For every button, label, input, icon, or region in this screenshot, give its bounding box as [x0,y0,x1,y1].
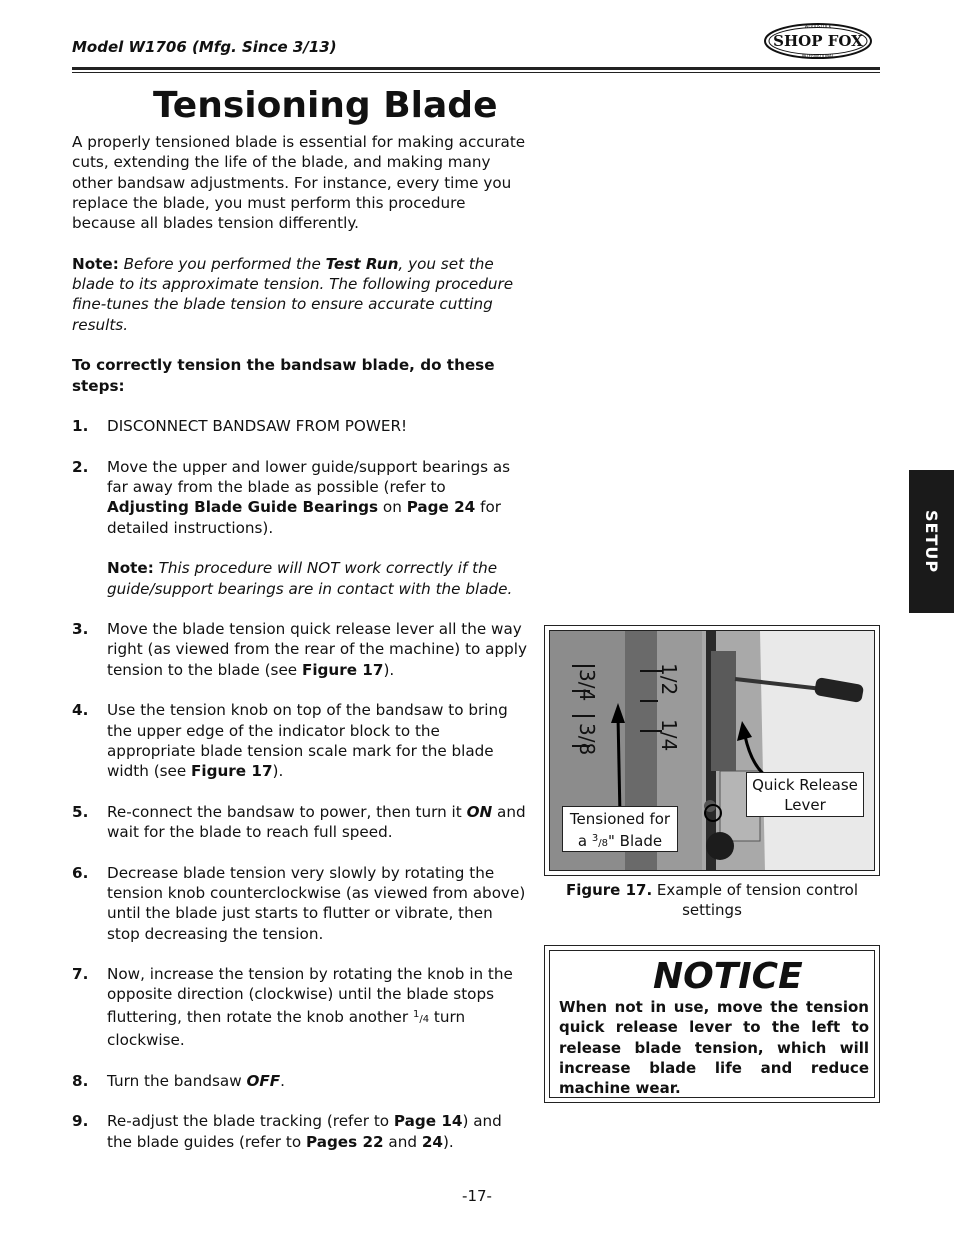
emphasis-off: OFF [246,1071,281,1090]
callout-quick-release-lever: Quick Release Lever [746,772,864,817]
text-run: Now, increase the tension by rotating the knob in the opposite direction (clockwise) until the blade stops fluttering, then rotate the knob another [107,965,513,1026]
step-body [107,457,527,599]
step-9 [72,1111,527,1152]
page-number: -17- [462,1187,492,1205]
step-7 [72,964,527,1050]
text-run: ) and the blade guides (refer to [107,1112,502,1151]
fraction-numerator: 1 [412,1008,420,1020]
step-4 [72,700,527,781]
main-column [72,132,527,1172]
svg-text:INTERNATIONAL: INTERNATIONAL [801,53,835,59]
step-text: DISCONNECT BANDSAW FROM POWER! [107,417,408,436]
text-run: turn clockwise. [107,1007,466,1050]
step-text [107,619,527,680]
text-run: Re-connect the bandsaw to power, then turn it [107,802,467,821]
scale-label-right-top: 1/2 [657,663,681,696]
note-label: Note: [72,254,119,273]
svg-text:WOODSTOCK: WOODSTOCK [804,24,832,29]
fraction-numerator: 3 [591,833,599,844]
step-6 [72,863,527,944]
text-run: and [383,1132,422,1151]
fraction-slash: / [419,1013,423,1025]
notice-text: When not in use, move the tension quick release lever to the left to release blade tension, which will increase blade life and reduce machine wear. [559,998,869,1098]
svg-text:SHOP FOX: SHOP FOX [773,32,863,50]
text-run: Use the tension knob on top of the bandsaw to bring the upper edge of the indicator block to the appropriate blade tension scale mark for the blade width (see [107,701,508,781]
scale-label-left-bottom: 3/8 [575,723,599,756]
ref-figure-17: Figure 17 [301,660,384,679]
text-run: Turn the bandsaw [107,1071,247,1090]
step-number: 3. [72,620,89,639]
fraction-three-eighths [591,833,608,849]
text-run: for detailed instructions). [107,498,501,537]
note-paragraph [72,254,527,335]
step-text [107,700,527,781]
note-test-run: Test Run [325,254,399,273]
note-text-b: , you set the blade to its approximate tension. The following procedure fine-tunes the blade tension to ensure accurate cutting results. [72,254,514,334]
ref-blade-guide-bearings: Adjusting Blade Guide Bearings [107,498,379,517]
figure-caption [548,880,876,920]
header-model: Model W1706 (Mfg. Since 3/13) [72,38,337,56]
text-run: ). [272,762,284,781]
page-title: Tensioning Blade [153,85,498,126]
step-text [107,1111,527,1152]
step-1 [72,416,527,436]
step-note [107,558,527,599]
shop-fox-logo [763,22,873,60]
fraction-slash: / [598,838,602,849]
step-3 [72,619,527,680]
step-5 [72,802,527,843]
emphasis-on: ON [466,802,493,821]
step-text [107,1071,527,1091]
steps-heading-text: To correctly tension the bandsaw blade, do these steps: [72,356,495,395]
step-text [107,964,527,1050]
intro-paragraph: A properly tensioned blade is essential for making accurate cuts, extending the life of the blade, and making many other bandsaw adjustments. For instance, every time you replace the blade, you must perform this procedure because all blades tension differently. [72,133,526,233]
step-number: 9. [72,1112,89,1131]
section-tab-label: SETUP [922,509,941,574]
step-number: 4. [72,701,89,720]
notice-inner [549,950,875,1098]
text-run: ). [442,1132,454,1151]
caption-label: Figure 17. [565,881,653,899]
step-number: 8. [72,1071,89,1090]
text-run: " Blade [608,832,663,850]
text-run: Move the blade tension quick release lever all the way right (as viewed from the rear of the machine) to apply tension to the blade (see [107,620,527,679]
step-number: 1. [72,417,89,436]
text-run: . [280,1071,285,1090]
steps-heading [72,355,527,396]
step-number: 2. [72,457,89,476]
ref-pages-22: Pages 22 [305,1132,384,1151]
text-run: a [577,832,592,850]
fraction-denominator: 4 [422,1013,430,1025]
ref-figure-17: Figure 17 [191,762,273,781]
text-run: ). [383,660,395,679]
text-run: Move the upper and lower guide/support bearings as far away from the blade as possible (refer to [107,457,511,497]
step-number: 6. [72,863,89,882]
figure-17 [544,625,880,876]
step-number: 7. [72,965,89,984]
step-number: 5. [72,802,89,821]
header-rule [72,67,880,70]
text-run: on [378,498,407,517]
note-label: Note: [107,559,154,578]
notice-box [544,945,880,1103]
step-8 [72,1071,527,1091]
section-tab-setup [909,470,954,613]
note-text: This procedure will NOT work correctly if the guide/support bearings are in contact with the blade. [107,559,513,598]
callout-tensioned-blade [562,806,678,852]
notice-title: NOTICE [653,956,803,997]
step-text [107,457,527,538]
fraction-denominator: 8 [601,838,608,849]
callout-tensioned-line2 [563,829,677,854]
ref-page-14: Page 14 [393,1112,463,1131]
step-text: Decrease blade tension very slowly by rotating the tension knob counterclockwise (as viewed from above) until the blade just starts to flutter or vibrate, then stop decreasing the tension. [107,863,526,943]
scale-label-right-bottom: 1/4 [657,719,681,752]
note-text-a: Before you performed the [118,254,326,273]
callout-tensioned-line1: Tensioned for [569,810,671,828]
ref-page-24: 24 [421,1132,443,1151]
caption-text: Example of tension control settings [652,881,859,919]
fraction-one-quarter [412,1008,430,1025]
text-run: Re-adjust the blade tracking (refer to [107,1112,394,1131]
scale-label-left-top: 3/4 [575,669,599,702]
step-text [107,802,527,843]
ref-page-24: Page 24 [406,498,476,517]
header-rule-thin [72,72,880,73]
step-2 [72,457,527,599]
text-run: and wait for the blade to reach full speed. [107,802,526,842]
